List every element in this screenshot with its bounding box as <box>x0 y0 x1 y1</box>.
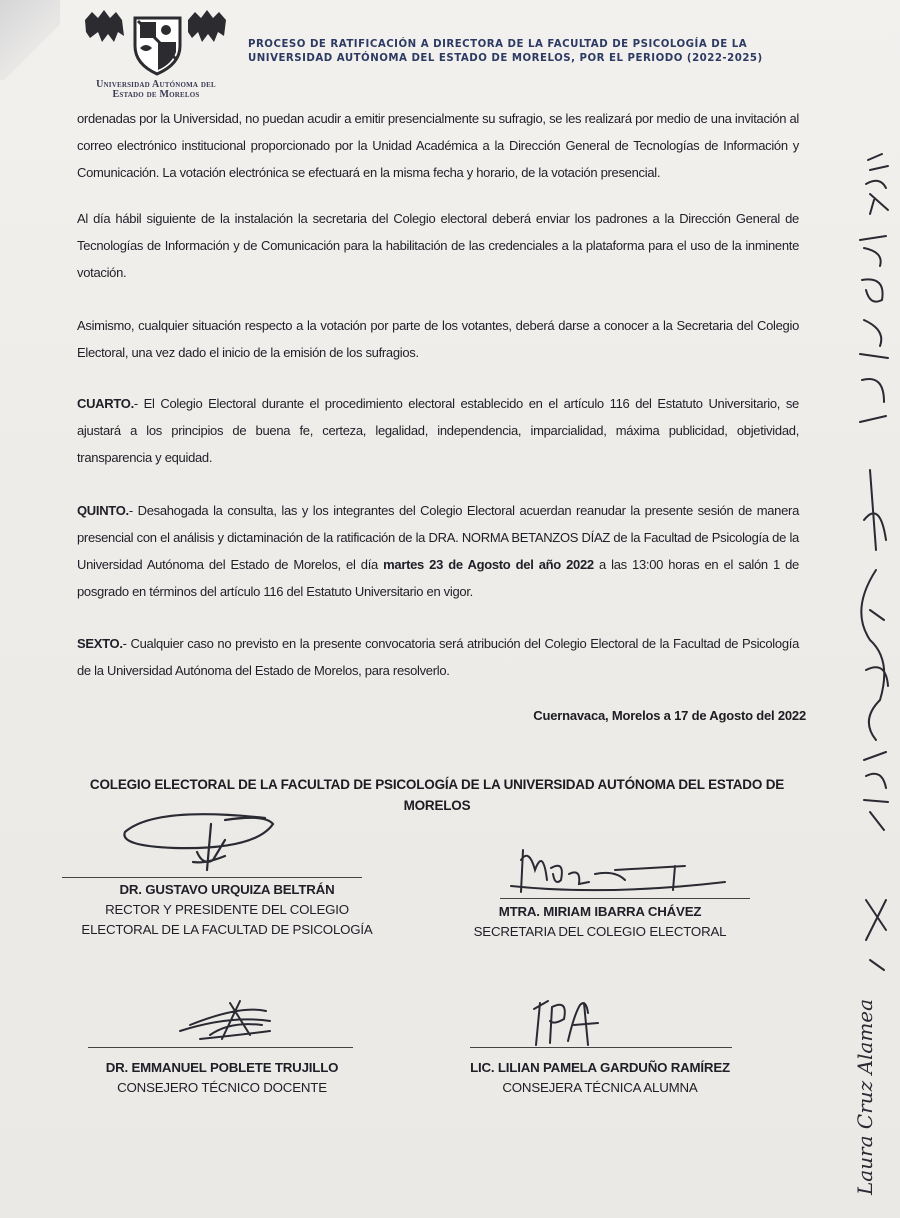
college-title-line2: MORELOS <box>403 798 471 813</box>
place-date-line: Cuernavaca, Morelos a 17 de Agosto del 2022 <box>533 708 806 723</box>
process-title <box>248 38 808 66</box>
signature-line-1 <box>62 877 362 878</box>
signatory-role-2-line1: SECRETARIA DEL COLEGIO ELECTORAL <box>473 924 727 939</box>
margin-name-text: Laura Cruz Alamea <box>853 998 877 1195</box>
signature-line-2 <box>500 898 750 899</box>
cuarto-label: CUARTO. <box>77 396 134 411</box>
quinto-text-a: - Desahogada la consulta, las y los integrantes del Colegio Electoral acuerdan reanudar la presente sesión de manera presencial con el análisis y dictaminación de la ratificación de la DRA. NORMA BETANZOS DÍAZ de la Facultad de Psicología de la Universidad Autónoma del Estado de Morelos, el día <box>77 503 799 572</box>
signature-garduno <box>528 995 608 1050</box>
college-title-line1: COLEGIO ELECTORAL DE LA FACULTAD DE PSICOLOGÍA DE LA UNIVERSIDAD AUTÓNOMA DEL ESTADO DE <box>89 777 785 792</box>
quinto-text-b: a las 13:00 horas en el salón 1 de posgrado en términos del artículo 116 del Estatuto Universitario en vigor. <box>77 557 799 599</box>
signatory-role-3-line1: CONSEJERO TÉCNICO DOCENTE <box>117 1080 327 1095</box>
signatory-name-4: LIC. LILIAN PAMELA GARDUÑO RAMÍREZ <box>470 1060 730 1075</box>
university-name-line2: Estado de Morelos <box>112 89 200 100</box>
signature-ibarra <box>505 840 745 900</box>
signatory-block-1 <box>62 880 392 940</box>
margin-signatures <box>830 140 900 1200</box>
paragraph-cuarto <box>77 390 799 471</box>
signature-urquiza <box>115 810 315 880</box>
paragraph-sexto <box>77 630 799 684</box>
signatory-name-1: DR. GUSTAVO URQUIZA BELTRÁN <box>119 882 335 897</box>
process-title-line1: PROCESO DE RATIFICACIÓN A DIRECTORA DE LA FACULTAD DE PSICOLOGÍA DE LA <box>248 39 748 50</box>
paragraph-asimismo: Asimismo, cualquier situación respecto a la votación por parte de los votantes, deberá darse a conocer a la Secretaria del Colegio Electoral, una vez dado el inicio de la emisión de los sufragios. <box>77 318 799 360</box>
signatory-name-3: DR. EMMANUEL POBLETE TRUJILLO <box>105 1060 339 1075</box>
sexto-text: - Cualquier caso no previsto en la presente convocatoria será atribución del Colegio Electoral de la Facultad de Psicología de la Universidad Autónoma del Estado de Morelos, para resolverlo. <box>77 636 799 678</box>
university-name <box>66 80 246 100</box>
paragraph-padrones: Al día hábil siguiente de la instalación la secretaria del Colegio electoral deberá enviar los padrones a la Dirección General de Tecnologías de Información y de Comunicación para la habilitación de las credenciales a la plataforma para el uso de la inminente votación. <box>77 211 799 280</box>
paragraph-electronic-vote: ordenadas por la Universidad, no puedan acudir a emitir presencialmente su sufragio, se les realizará por medio de una invitación al correo electrónico institucional proporcionado por la Unidad Académica a la Dirección General de Tecnologías de Información y Comunicación. La votación electrónica se efectuará en la misma fecha y horario, de la votación presencial. <box>77 111 799 180</box>
signatory-role-4-line1: CONSEJERA TÉCNICA ALUMNA <box>502 1080 698 1095</box>
process-title-line2: UNIVERSIDAD AUTÓNOMA DEL ESTADO DE MORELOS, POR EL PERIODO (2022-2025) <box>248 53 763 64</box>
signatory-block-3 <box>72 1058 372 1098</box>
quinto-date: martes 23 de Agosto del año 2022 <box>383 557 594 572</box>
sexto-label: SEXTO. <box>77 636 123 651</box>
signature-line-3 <box>88 1047 353 1048</box>
university-name-line1: Universidad Autónoma del <box>96 79 216 90</box>
quinto-label: QUINTO. <box>77 503 129 518</box>
signatory-role-1-line2: ELECTORAL DE LA FACULTAD DE PSICOLOGÍA <box>81 922 373 937</box>
paragraph-quinto <box>77 497 799 605</box>
page-fold-corner <box>0 0 60 80</box>
cuarto-text: - El Colegio Electoral durante el procedimiento electoral establecido en el artículo 116 del Estatuto Universitario, se ajustará a los principios de buena fe, certeza, legalidad, independencia, imparcialidad, máxima publicidad, objetividad, transparencia y equidad. <box>77 396 799 465</box>
signature-poblete <box>170 995 290 1045</box>
signatory-block-2 <box>440 902 760 942</box>
signature-line-4 <box>470 1047 732 1048</box>
signatory-role-1-line1: RECTOR Y PRESIDENTE DEL COLEGIO <box>105 902 349 917</box>
signatory-block-4 <box>450 1058 750 1098</box>
signatory-name-2: MTRA. MIRIAM IBARRA CHÁVEZ <box>498 904 702 919</box>
